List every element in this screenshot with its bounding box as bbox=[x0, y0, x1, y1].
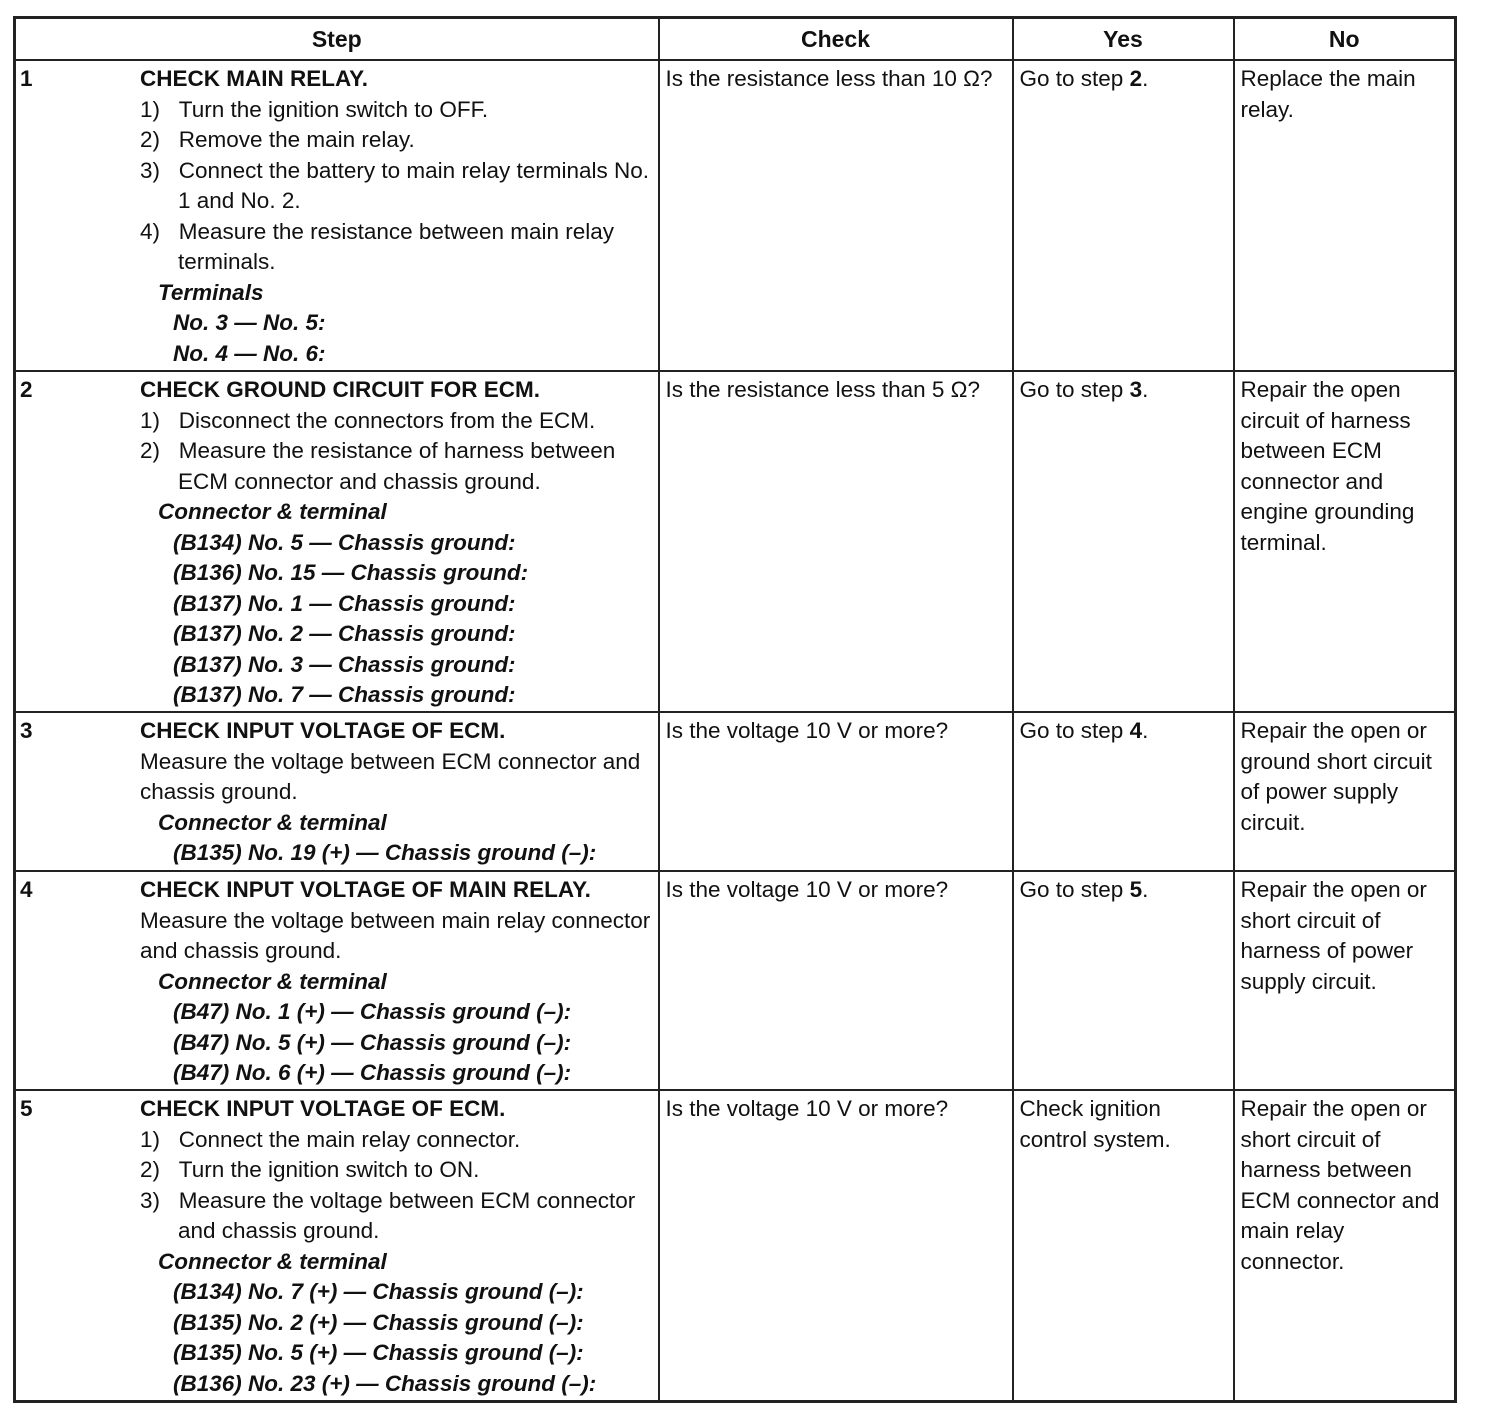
instruction-number: 3) bbox=[140, 1187, 161, 1213]
instruction-number: 3) bbox=[140, 157, 161, 183]
check-cell bbox=[659, 60, 1013, 371]
terminal-spec: (B136) No. 15 — Chassis ground: bbox=[173, 560, 529, 585]
table-header-row bbox=[15, 18, 1456, 61]
instruction-number: 1) bbox=[140, 96, 161, 122]
instruction-line bbox=[140, 1125, 653, 1156]
yes-cell bbox=[1013, 1090, 1234, 1401]
step-number: 5 bbox=[20, 1096, 33, 1121]
instruction-line bbox=[140, 436, 653, 497]
table-row bbox=[15, 712, 1456, 871]
no-action-text: Repair the open or ground short circuit of power supply circuit. bbox=[1240, 718, 1432, 835]
step-sublabel: Connector & terminal bbox=[158, 499, 387, 524]
instruction-text: Measure the voltage between main relay connector and chassis ground. bbox=[140, 907, 651, 963]
step-cell bbox=[15, 712, 659, 871]
yes-step-link[interactable]: 4 bbox=[1129, 718, 1143, 743]
column-header-yes: Yes bbox=[1013, 18, 1234, 61]
no-action-text: Repair the open or short circuit of harness between ECM connector and main relay connector. bbox=[1240, 1096, 1440, 1274]
step-title: CHECK INPUT VOLTAGE OF ECM. bbox=[140, 718, 506, 743]
terminal-spec: (B135) No. 5 (+) — Chassis ground (–): bbox=[173, 1340, 584, 1365]
step-cell bbox=[15, 60, 659, 371]
instruction-line bbox=[140, 1155, 653, 1186]
step-cell bbox=[15, 871, 659, 1090]
check-question: Is the voltage 10 V or more? bbox=[665, 1096, 949, 1121]
check-question: Is the resistance less than 5 Ω? bbox=[665, 377, 980, 402]
terminal-spec: (B137) No. 3 — Chassis ground: bbox=[173, 651, 516, 677]
table-row bbox=[15, 371, 1456, 712]
step-title: CHECK GROUND CIRCUIT FOR ECM. bbox=[140, 377, 540, 402]
terminal-spec: (B47) No. 1 (+) — Chassis ground (–): bbox=[173, 999, 572, 1024]
instruction-number: 1) bbox=[140, 407, 161, 433]
yes-action-prefix: Go to step bbox=[1019, 66, 1130, 91]
step-title: CHECK INPUT VOLTAGE OF ECM. bbox=[140, 1096, 506, 1121]
instruction-text: Connect the battery to main relay terminals No. 1 and No. 2. bbox=[178, 157, 649, 213]
no-action-text: Replace the main relay. bbox=[1240, 66, 1416, 122]
instruction-text: Measure the voltage between ECM connector and chassis ground. bbox=[140, 748, 641, 804]
instruction-text: Measure the resistance of harness between ECM connector and chassis ground. bbox=[178, 438, 616, 494]
no-cell bbox=[1234, 712, 1456, 871]
yes-cell bbox=[1013, 871, 1234, 1090]
table-body bbox=[15, 60, 1456, 1401]
no-action-text: Repair the open circuit of harness between ECM connector and engine grounding terminal. bbox=[1240, 377, 1415, 555]
diagnostic-table bbox=[13, 16, 1457, 1403]
instruction-line bbox=[140, 125, 653, 156]
step-sublabel: Connector & terminal bbox=[158, 1248, 387, 1274]
terminal-spec: (B137) No. 1 — Chassis ground: bbox=[173, 590, 516, 616]
no-cell bbox=[1234, 871, 1456, 1090]
yes-cell bbox=[1013, 60, 1234, 371]
instruction-text: Disconnect the connectors from the ECM. bbox=[178, 407, 596, 433]
yes-step-link[interactable]: 5 bbox=[1129, 877, 1143, 902]
instruction-text: Measure the resistance between main relay terminals. bbox=[178, 218, 615, 274]
terminal-spec: No. 4 — No. 6: bbox=[173, 340, 326, 366]
step-title: CHECK MAIN RELAY. bbox=[140, 66, 368, 91]
no-cell bbox=[1234, 1090, 1456, 1401]
yes-action-suffix: . bbox=[1142, 377, 1149, 402]
yes-action-prefix: Go to step bbox=[1019, 718, 1130, 743]
instruction-number: 2) bbox=[140, 127, 161, 152]
terminal-spec: (B47) No. 6 (+) — Chassis ground (–): bbox=[173, 1060, 572, 1085]
terminal-spec: (B137) No. 2 — Chassis ground: bbox=[173, 621, 516, 646]
yes-action-suffix: . bbox=[1142, 877, 1149, 902]
terminal-spec: (B136) No. 23 (+) — Chassis ground (–): bbox=[173, 1370, 597, 1396]
step-title: CHECK INPUT VOLTAGE OF MAIN RELAY. bbox=[140, 877, 591, 902]
terminal-spec: (B135) No. 2 (+) — Chassis ground (–): bbox=[173, 1309, 584, 1335]
yes-step-link[interactable]: 2 bbox=[1129, 66, 1143, 91]
step-sublabel: Connector & terminal bbox=[158, 968, 387, 994]
instruction-text: Remove the main relay. bbox=[178, 127, 415, 152]
instruction-line bbox=[140, 156, 653, 217]
step-number: 3 bbox=[20, 718, 33, 743]
terminal-spec: (B47) No. 5 (+) — Chassis ground (–): bbox=[173, 1029, 572, 1055]
step-cell bbox=[15, 371, 659, 712]
instruction-line bbox=[140, 1186, 653, 1247]
yes-action-text: Check ignition control system. bbox=[1019, 1096, 1171, 1152]
terminal-spec: (B134) No. 5 — Chassis ground: bbox=[173, 529, 516, 555]
check-question: Is the voltage 10 V or more? bbox=[665, 877, 949, 902]
no-cell bbox=[1234, 60, 1456, 371]
terminal-spec: No. 3 — No. 5: bbox=[173, 310, 326, 335]
check-cell bbox=[659, 1090, 1013, 1401]
yes-action-prefix: Go to step bbox=[1019, 877, 1130, 902]
terminal-spec: (B135) No. 19 (+) — Chassis ground (–): bbox=[173, 840, 597, 865]
yes-action-prefix: Go to step bbox=[1019, 377, 1130, 402]
instruction-number: 4) bbox=[140, 218, 161, 244]
check-cell bbox=[659, 871, 1013, 1090]
step-number: 1 bbox=[20, 66, 33, 91]
yes-action-suffix: . bbox=[1142, 718, 1149, 743]
yes-cell bbox=[1013, 371, 1234, 712]
column-header-step: Step bbox=[15, 18, 659, 61]
step-sublabel: Connector & terminal bbox=[158, 809, 387, 835]
terminal-spec: (B137) No. 7 — Chassis ground: bbox=[173, 682, 516, 707]
instruction-number: 1) bbox=[140, 1126, 161, 1152]
instruction-text: Turn the ignition switch to ON. bbox=[178, 1157, 480, 1182]
table-row bbox=[15, 871, 1456, 1090]
step-sublabel: Terminals bbox=[158, 279, 264, 305]
instruction-text: Turn the ignition switch to OFF. bbox=[178, 96, 489, 122]
column-header-check: Check bbox=[659, 18, 1013, 61]
instruction-text: Measure the voltage between ECM connector and chassis ground. bbox=[178, 1187, 636, 1243]
no-action-text: Repair the open or short circuit of harness of power supply circuit. bbox=[1240, 877, 1427, 994]
table-row bbox=[15, 60, 1456, 371]
step-number: 2 bbox=[20, 377, 33, 402]
instruction-line bbox=[140, 406, 653, 437]
instruction-line bbox=[140, 217, 653, 278]
step-number: 4 bbox=[20, 877, 33, 902]
instruction-number: 2) bbox=[140, 1157, 161, 1182]
check-cell bbox=[659, 712, 1013, 871]
check-cell bbox=[659, 371, 1013, 712]
instruction-number: 2) bbox=[140, 438, 161, 463]
yes-cell bbox=[1013, 712, 1234, 871]
terminal-spec: (B134) No. 7 (+) — Chassis ground (–): bbox=[173, 1279, 584, 1304]
step-cell bbox=[15, 1090, 659, 1401]
column-header-no: No bbox=[1234, 18, 1456, 61]
check-question: Is the resistance less than 10 Ω? bbox=[665, 66, 993, 91]
yes-action-suffix: . bbox=[1142, 66, 1149, 91]
check-question: Is the voltage 10 V or more? bbox=[665, 718, 949, 743]
instruction-text: Connect the main relay connector. bbox=[178, 1126, 521, 1152]
instruction-line bbox=[140, 95, 653, 126]
no-cell bbox=[1234, 371, 1456, 712]
table-row bbox=[15, 1090, 1456, 1401]
yes-step-link[interactable]: 3 bbox=[1129, 377, 1143, 402]
